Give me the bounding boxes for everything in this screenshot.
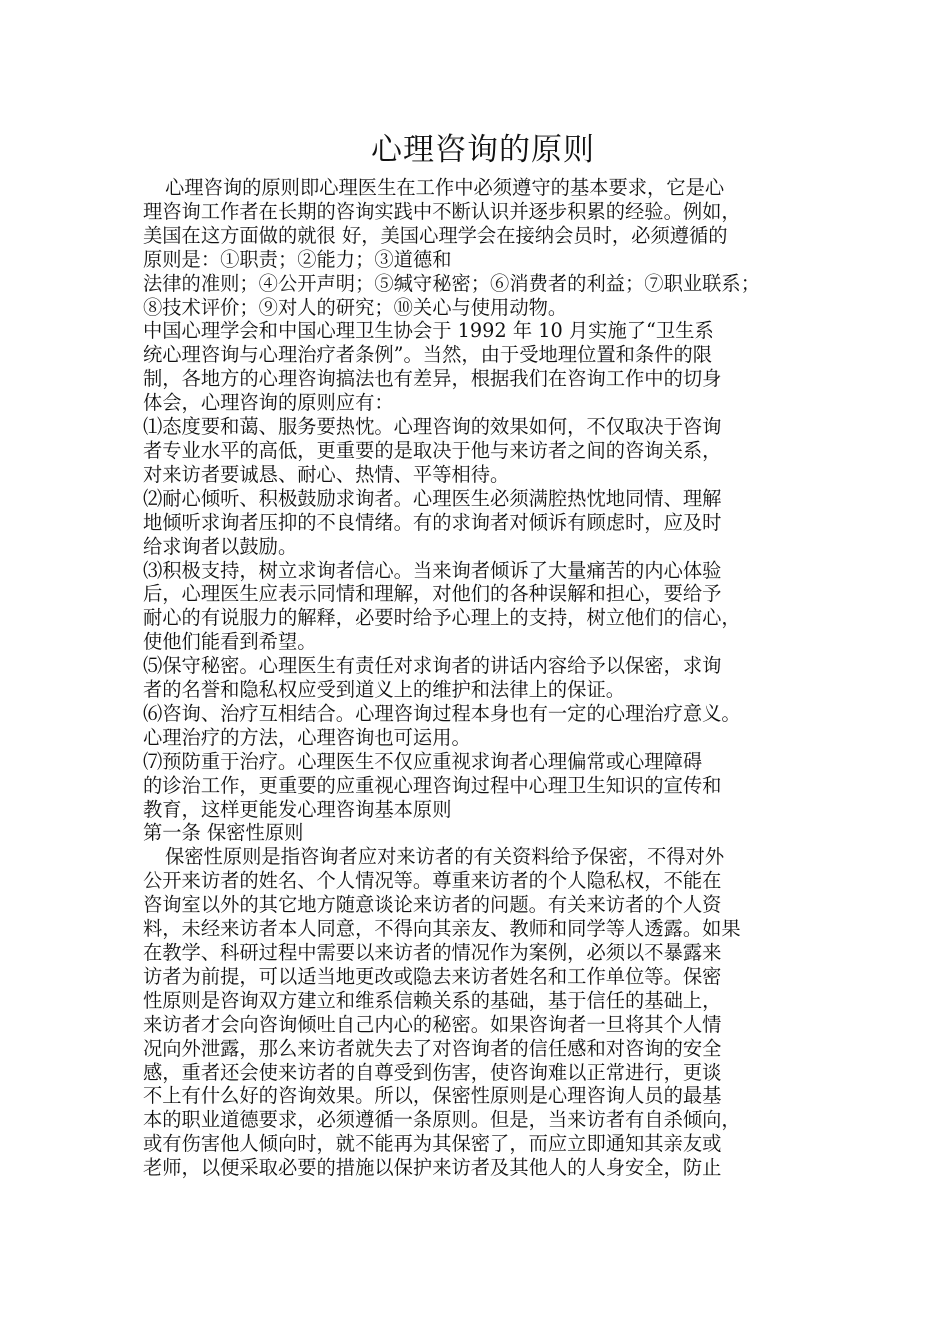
text-line: 美国在这方面做的就很 好，美国心理学会在接纳会员时，必须遵循的 [143,223,728,247]
text-line: 况向外泄露，那么来访者就失去了对咨询者的信任感和对咨询的安全 [143,1036,722,1060]
text-line: 中国心理学会和中国心理卫生协会于 1992 年 10 月实施了“卫生系 [143,319,714,343]
text-line: 法律的准则；④公开声明；⑤缄守秘密；⑥消费者的利益；⑦职业联系； [143,271,760,295]
text-line: 感，重者还会使来访者的自尊受到伤害，使咨询难以正常进行，更谈 [143,1060,722,1084]
text-line: 给求询者以鼓励。 [143,534,298,558]
text-line: ⑵耐心倾听、积极鼓励求询者。心理医生必须满腔热忱地同情、理解 [143,486,722,510]
text-line: ⑸保守秘密。心理医生有责任对求询者的讲话内容给予以保密，求询 [143,654,722,678]
text-line: 者专业水平的高低，更重要的是取决于他与来访者之间的咨询关系， [143,438,722,462]
text-line: ⑹咨询、治疗互相结合。心理咨询过程本身也有一定的心理治疗意义。 [143,701,741,725]
text-line: 咨询室以外的其它地方随意谈论来访者的问题。有关来访者的个人资 [143,893,722,917]
text-line: ⑧技术评价；⑨对人的研究；⑩关心与使用动物。 [143,295,568,319]
text-line: 心理咨询的原则即心理医生在工作中必须遵守的基本要求，它是心 [165,176,725,199]
text-line: 原则是：①职责；②能力；③道德和 [143,247,452,271]
text-line: 耐心的有说服力的解释，必要时给予心理上的支持，树立他们的信心， [143,606,741,630]
text-line: 者的名誉和隐私权应受到道义上的维护和法律上的保证。 [143,678,626,702]
text-line: 地倾听求询者压抑的不良情绪。有的求询者对倾诉有顾虑时，应及时 [143,510,722,534]
text-line: 制，各地方的心理咨询搞法也有差异，根据我们在咨询工作中的切身 [143,367,722,391]
document-body [143,130,823,1180]
text-line: ⑺预防重于治疗。心理医生不仅应重视求询者心理偏常或心理障碍 [143,749,703,773]
text-line: ⑶积极支持，树立求询者信心。当来询者倾诉了大量痛苦的内心体验 [143,558,722,582]
page-title: 心理咨询的原则 [371,132,595,168]
text-line: 来访者才会向咨询倾吐自己内心的秘密。如果咨询者一旦将其个人情 [143,1012,722,1036]
text-line: 教育，这样更能发心理咨询基本原则 [143,797,452,821]
text-line: 后，心理医生应表示同情和理解，对他们的各种误解和担心，要给予 [143,582,722,606]
text-line: 使他们能看到希望。 [143,630,317,654]
text-line: 公开来访者的姓名、个人情况等。尊重来访者的个人隐私权，不能在 [143,869,722,893]
text-line: 本的职业道德要求，必须遵循一条原则。但是，当来访者有自杀倾向， [143,1108,741,1132]
text-line: 性原则是咨询双方建立和维系信赖关系的基础，基于信任的基础上， [143,988,722,1012]
text-line: 料，未经来访者本人同意，不得向其亲友、教师和同学等人透露。如果 [143,917,741,941]
text-line: 的诊治工作，更重要的应重视心理咨询过程中心理卫生知识的宣传和 [143,773,722,797]
text-line: 体会，心理咨询的原则应有： [143,391,394,415]
text-line: 老师，以便采取必要的措施以保护来访者及其他人的人身安全，防止 [143,1156,722,1180]
text-line: 统心理咨询与心理治疗者条例”。当然，由于受地理位置和条件的限 [143,343,713,367]
text-line: 或有伤害他人倾向时，就不能再为其保密了，而应立即通知其亲友或 [143,1132,722,1156]
text-line: 在教学、科研过程中需要以来访者的情况作为案例，必须以不暴露来 [143,941,722,964]
text-line: 心理治疗的方法，心理咨询也可运用。 [143,725,471,749]
text-line: 对来访者要诚恳、耐心、热情、平等相待。 [143,462,510,486]
text-line: 保密性原则是指咨询者应对来访者的有关资料给予保密，不得对外 [165,845,725,869]
text-line: 不上有什么好的咨询效果。所以，保密性原则是心理咨询人员的最基 [143,1084,722,1108]
text-line: 访者为前提，可以适当地更改或隐去来访者姓名和工作单位等。保密 [143,964,722,988]
text-line: ⑴态度要和蔼、服务要热忱。心理咨询的效果如何，不仅取决于咨询 [143,415,722,439]
section-heading: 第一条 保密性原则 [143,821,304,845]
text-line: 理咨询工作者在长期的咨询实践中不断认识并逐步积累的经验。例如， [143,199,741,223]
